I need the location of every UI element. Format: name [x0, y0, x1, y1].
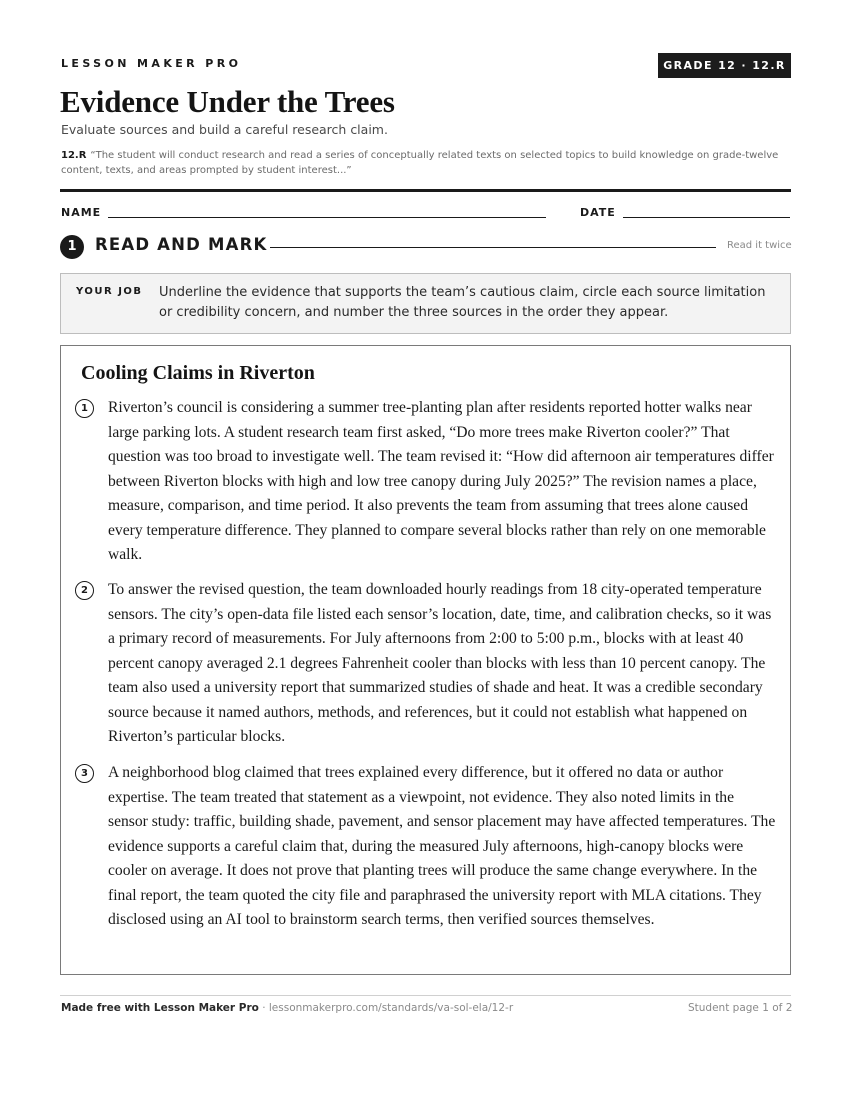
paragraph-number: 2 [75, 581, 94, 600]
footer-made-with: Made free with Lesson Maker Pro [61, 1002, 259, 1014]
instructions-box [60, 273, 791, 334]
standard-code: 12.R [61, 150, 87, 161]
footer-divider [60, 995, 791, 996]
footer-separator: · [258, 1002, 269, 1014]
passage-paragraph: To answer the revised question, the team downloaded hourly readings from 18 city-operated temperature sensors. The city’s open-data file listed each sensor’s location, date, time, and calibration checks, so it was a primary record of measurements. For July afternoons from 2:00 to 5:00 p.m., blocks with at least 40 percent canopy averaged 2.1 degrees Fahrenheit cooler than blocks with less than 10 percent canopy. The team also used a university report that summarized studies of shade and heat. It was a credible secondary source because it named authors, methods, and references, but it could not establish what happened on Riverton’s particular blocks. [108, 581, 772, 745]
section-divider [270, 247, 716, 248]
instructions-label: YOUR JOB [76, 286, 143, 297]
brand-name: LESSON MAKER PRO [61, 57, 242, 70]
worksheet-title: Evidence Under the Trees [60, 84, 395, 119]
worksheet-subtitle: Evaluate sources and build a careful research claim. [61, 122, 388, 137]
section-note: Read it twice [727, 240, 792, 251]
section-number-badge: 1 [60, 235, 84, 259]
footer-url[interactable]: lessonmakerpro.com/standards/va-sol-ela/12-r [268, 1002, 514, 1014]
date-label: DATE [580, 206, 616, 219]
passage-title: Cooling Claims in Riverton [81, 362, 315, 384]
name-label: NAME [61, 206, 102, 219]
grade-badge: GRADE 12 · 12.R [658, 53, 791, 78]
footer-credit [61, 1002, 513, 1014]
page-indicator: Student page 1 of 2 [688, 1002, 793, 1014]
header-divider [60, 189, 791, 192]
passage-paragraph: A neighborhood blog claimed that trees explained every difference, but it offered no data or author expertise. The team treated that statement as a viewpoint, not evidence. They also noted limits in the sensor study: traffic, building shade, pavement, and sensor placement may have affected temperatures. The evidence supports a careful claim that, during the measured July afternoons, high-canopy blocks were cooler on average. It does not prove that planting trees will produce the same change everywhere. In the final report, the team quoted the city file and paraphrased the university report with MLA citations. They disclosed using an AI tool to brainstorm search terms, then verified sources themselves. [108, 764, 776, 928]
standard-statement [61, 148, 791, 178]
paragraph-number: 3 [75, 764, 94, 783]
name-field[interactable] [108, 217, 546, 218]
date-field[interactable] [623, 217, 790, 218]
section-title: READ AND MARK [95, 235, 268, 254]
instructions-text: Underline the evidence that supports the team’s cautious claim, circle each source limitation or credibility concern, and number the three sources in the order they appear. [159, 285, 766, 320]
passage-paragraph: Riverton’s council is considering a summer tree-planting plan after residents reported hotter walks near large parking lots. A student research team first asked, “Do more trees make Riverton cooler?” That question was too broad to investigate well. The team revised it: “How did afternoon air temperatures differ between Riverton blocks with high and low tree canopy during July 2025?” The revision names a place, measure, comparison, and time period. It also prevents the team from assuming that trees alone caused every temperature difference. They planned to compare several blocks rather than rely on one memorable walk. [108, 399, 774, 563]
passage-box [60, 345, 791, 975]
paragraph-number: 1 [75, 399, 94, 418]
standard-text: “The student will conduct research and read a series of conceptually related texts on selected topics to build knowledge on grade-twelve content, texts, and areas prompted by student interest...” [61, 150, 779, 176]
